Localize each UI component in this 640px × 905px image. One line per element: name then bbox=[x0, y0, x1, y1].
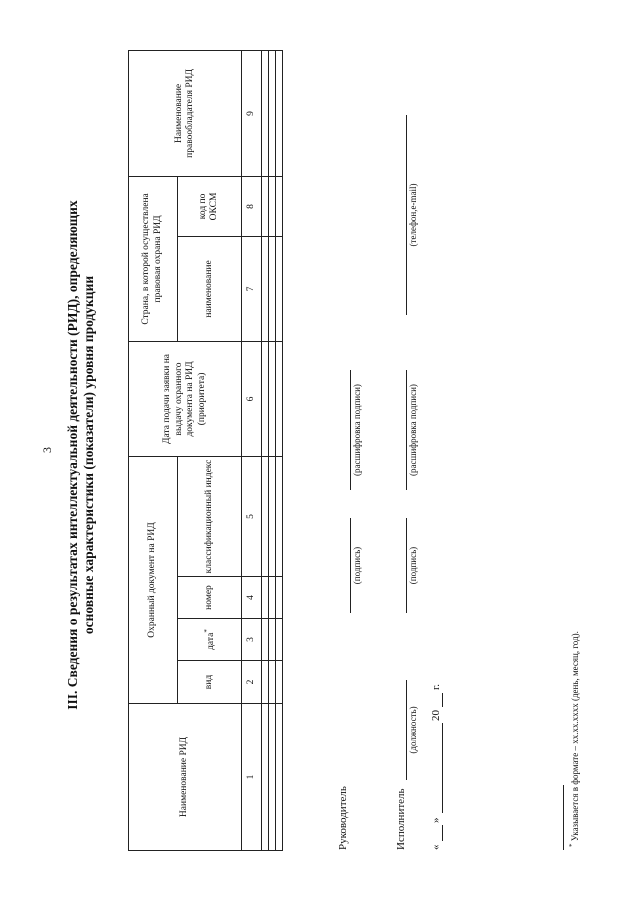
footnote bbox=[568, 631, 580, 847]
header-filing-date: Дата подачи заявки на выдачу охранного документа на РИД (приоритета) bbox=[129, 341, 242, 456]
section-title-line-2: основные характеристики (показатели) уровня продукции bbox=[81, 275, 96, 635]
table-row bbox=[276, 50, 283, 850]
date-year-suffix: г. bbox=[430, 683, 442, 690]
table-cell[interactable] bbox=[269, 341, 276, 456]
date-day-line[interactable] bbox=[428, 825, 443, 841]
header-protective-document: Охранный документ на РИД bbox=[129, 456, 178, 703]
footnote-divider bbox=[563, 785, 564, 850]
column-number: 1 bbox=[242, 704, 262, 851]
header-class-index: классификационный индекс bbox=[177, 456, 242, 576]
header-date-label: дата bbox=[205, 632, 216, 650]
executor-signature-caption: (подпись) bbox=[408, 546, 418, 585]
column-number: 3 bbox=[242, 619, 262, 661]
executor-contacts-line[interactable] bbox=[392, 115, 407, 315]
table-cell[interactable] bbox=[262, 456, 269, 576]
header-type: вид bbox=[177, 661, 242, 704]
table-cell[interactable] bbox=[276, 176, 283, 236]
header-owner: Наименование правообладателя РИД bbox=[129, 50, 242, 176]
date-close-quote: » bbox=[430, 817, 442, 823]
executor-label: Исполнитель bbox=[395, 788, 407, 850]
page-number: 3 bbox=[40, 447, 54, 453]
table-cell[interactable] bbox=[262, 341, 269, 456]
footnote-text: Указывается в формате – xx.xx.xxxx (день, месяц, год). bbox=[570, 631, 580, 842]
table-cell[interactable] bbox=[269, 619, 276, 661]
executor-contacts-caption: (телефон,e-mail) bbox=[408, 183, 418, 247]
column-number: 7 bbox=[242, 236, 262, 341]
rid-table bbox=[128, 50, 283, 851]
table-cell[interactable] bbox=[262, 661, 269, 704]
head-decryption-line[interactable] bbox=[336, 370, 351, 490]
table-cell[interactable] bbox=[276, 341, 283, 456]
table-cell[interactable] bbox=[262, 704, 269, 851]
table-cell[interactable] bbox=[269, 50, 276, 176]
table-cell[interactable] bbox=[269, 176, 276, 236]
executor-signature-line[interactable] bbox=[392, 518, 407, 613]
executor-decryption-line[interactable] bbox=[392, 370, 407, 490]
table-row bbox=[262, 50, 269, 850]
column-number: 8 bbox=[242, 176, 262, 236]
table-cell[interactable] bbox=[269, 661, 276, 704]
column-number: 4 bbox=[242, 577, 262, 619]
column-number: 5 bbox=[242, 456, 262, 576]
head-decryption-caption: (расшифровка подписи) bbox=[352, 384, 362, 476]
table-row bbox=[269, 50, 276, 850]
date-year-prefix: 20 bbox=[430, 710, 442, 721]
table-cell[interactable] bbox=[262, 619, 269, 661]
table-cell[interactable] bbox=[262, 577, 269, 619]
table-cell[interactable] bbox=[276, 704, 283, 851]
table-cell[interactable] bbox=[276, 50, 283, 176]
header-country-name: наименование bbox=[177, 236, 242, 341]
head-signature-caption: (подпись) bbox=[352, 546, 362, 585]
column-number: 2 bbox=[242, 661, 262, 704]
executor-position-line[interactable] bbox=[392, 680, 407, 780]
section-title bbox=[65, 65, 97, 845]
date-open-quote: « bbox=[430, 844, 442, 850]
header-rid-name: Наименование РИД bbox=[129, 704, 242, 851]
head-signature-line[interactable] bbox=[336, 518, 351, 613]
column-number-row bbox=[242, 50, 262, 850]
column-number: 9 bbox=[242, 50, 262, 176]
column-number: 6 bbox=[242, 341, 262, 456]
table-cell[interactable] bbox=[262, 236, 269, 341]
table-cell[interactable] bbox=[276, 236, 283, 341]
date-year-line[interactable] bbox=[428, 693, 443, 707]
executor-position-caption: (должность) bbox=[408, 706, 418, 754]
table-cell[interactable] bbox=[269, 577, 276, 619]
header-country-group: Страна, в которой осуществлена правовая охрана РИД bbox=[129, 176, 178, 341]
header-number: номер bbox=[177, 577, 242, 619]
executor-decryption-caption: (расшифровка подписи) bbox=[408, 384, 418, 476]
table-cell[interactable] bbox=[276, 619, 283, 661]
footnote-asterisk: * bbox=[568, 843, 576, 847]
table-cell[interactable] bbox=[262, 176, 269, 236]
table-cell[interactable] bbox=[269, 236, 276, 341]
table-cell[interactable] bbox=[276, 577, 283, 619]
section-title-line-1: III. Сведения о результатах интеллектуальной деятельности (РИД), определяющих bbox=[65, 200, 80, 710]
table-cell[interactable] bbox=[269, 704, 276, 851]
table-cell[interactable] bbox=[276, 661, 283, 704]
date-month-line[interactable] bbox=[428, 723, 443, 813]
table-cell[interactable] bbox=[276, 456, 283, 576]
table-cell[interactable] bbox=[262, 50, 269, 176]
header-okcm-code: код по ОКСМ bbox=[177, 176, 242, 236]
head-label: Руководитель bbox=[337, 786, 349, 850]
table-cell[interactable] bbox=[269, 456, 276, 576]
header-date bbox=[177, 619, 242, 661]
footnote-mark: * bbox=[202, 629, 211, 633]
